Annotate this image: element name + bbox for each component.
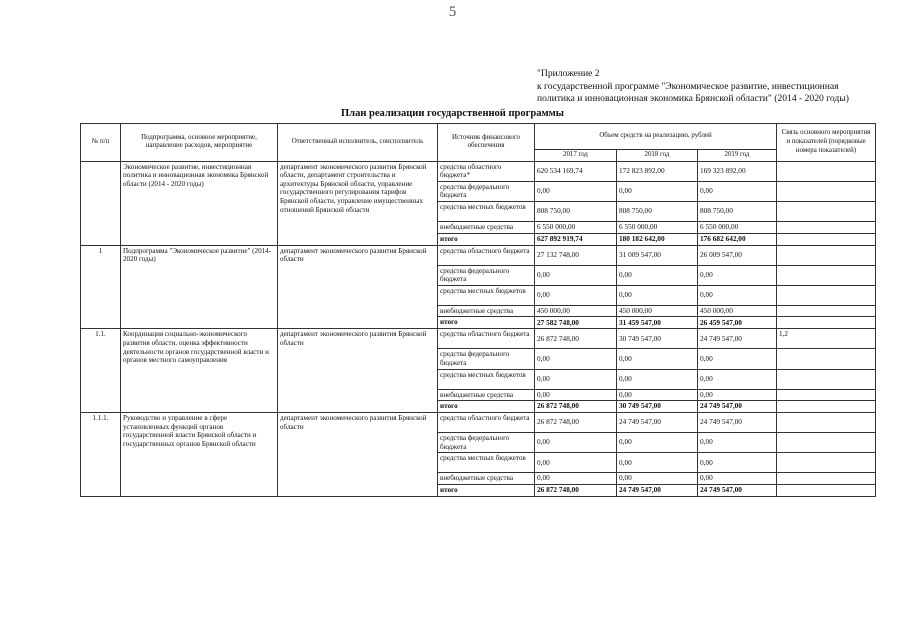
header-link: Связь основного мероприятия и показателей (порядковые номера показателей)	[777, 124, 876, 162]
amount-2017: 0,00	[535, 265, 617, 285]
amount-2018: 0,00	[617, 433, 698, 453]
amount-2017: 808 750,00	[535, 201, 617, 221]
amount-2018: 31 009 547,00	[617, 245, 698, 265]
indicator-link	[777, 473, 876, 485]
executor-name: департамент экономического развития Брянской области	[278, 245, 438, 329]
indicator-link	[777, 389, 876, 401]
finance-source: средства местных бюджетов	[438, 285, 535, 305]
amount-2019: 24 749 547,00	[698, 413, 777, 433]
amount-2017: 0,00	[535, 453, 617, 473]
indicator-link	[777, 413, 876, 433]
program-name: Координация социально-экономического развития области, оценка эффективности деятельности органов государственной власти и органов местного самоуправления	[121, 329, 278, 413]
amount-2019: 169 323 892,00	[698, 161, 777, 181]
amount-2017: 26 872 748,00	[535, 329, 617, 349]
header-executor: Ответственный исполнитель, соисполнитель	[278, 124, 438, 162]
amount-2017: 26 872 748,00	[535, 401, 617, 413]
program-name: Экономическое развитие, инвестиционная политика и инновационная экономика Брянской области (2014 - 2020 годы)	[121, 161, 278, 245]
amount-2017: 0,00	[535, 285, 617, 305]
finance-source: средства федерального бюджета	[438, 349, 535, 369]
finance-source: средства федерального бюджета	[438, 265, 535, 285]
executor-name: департамент экономического развития Брянской области	[278, 413, 438, 497]
finance-source: средства местных бюджетов	[438, 201, 535, 221]
amount-2017: 6 550 000,00	[535, 221, 617, 233]
amount-2019: 24 749 547,00	[698, 329, 777, 349]
indicator-link	[777, 433, 876, 453]
indicator-link	[777, 181, 876, 201]
indicator-link	[777, 233, 876, 245]
amount-2019: 176 682 642,00	[698, 233, 777, 245]
amount-2018: 0,00	[617, 453, 698, 473]
indicator-link	[777, 349, 876, 369]
amount-2019: 450 000,00	[698, 305, 777, 317]
amount-2019: 24 749 547,00	[698, 401, 777, 413]
amount-2017: 26 872 748,00	[535, 413, 617, 433]
amount-2017: 27 582 748,00	[535, 317, 617, 329]
indicator-link	[777, 245, 876, 265]
amount-2018: 30 749 547,00	[617, 401, 698, 413]
indicator-link	[777, 201, 876, 221]
amount-2018: 24 749 547,00	[617, 484, 698, 496]
amount-2019: 0,00	[698, 389, 777, 401]
amount-2019: 0,00	[698, 433, 777, 453]
amount-2018: 6 550 000,00	[617, 221, 698, 233]
amount-2018: 0,00	[617, 369, 698, 389]
header-year-2018: 2018 год	[617, 150, 698, 162]
amount-2018: 172 823 892,00	[617, 161, 698, 181]
indicator-link	[777, 285, 876, 305]
amount-2019: 0,00	[698, 473, 777, 485]
amount-2017: 0,00	[535, 473, 617, 485]
amount-2018: 0,00	[617, 349, 698, 369]
finance-source: внебюджетные средства	[438, 221, 535, 233]
finance-source: итого	[438, 233, 535, 245]
header-volume: Объем средств на реализацию, рублей	[535, 124, 777, 150]
indicator-link	[777, 401, 876, 413]
amount-2019: 6 550 000,00	[698, 221, 777, 233]
header-year-2019: 2019 год	[698, 150, 777, 162]
executor-name: департамент экономического развития Брянской области, департамент строительства и архитектуры Брянской области, управление государственного регулирования тарифов Брянской области, управление имущественных отношений Брянской области	[278, 161, 438, 245]
indicator-link	[777, 317, 876, 329]
row-number: 1.1.1.	[81, 413, 121, 497]
amount-2017: 450 000,00	[535, 305, 617, 317]
indicator-link: 1,2	[777, 329, 876, 349]
amount-2018: 450 000,00	[617, 305, 698, 317]
executor-name: департамент экономического развития Брянской области	[278, 329, 438, 413]
header-year-2017: 2017 год	[535, 150, 617, 162]
amount-2019: 0,00	[698, 181, 777, 201]
plan-title: План реализации государственной программы	[341, 108, 564, 119]
amount-2017: 0,00	[535, 349, 617, 369]
program-name: Руководство и управление в сфере установленных функций органов государственной власти Брянской области и государственных органов Брянской области	[121, 413, 278, 497]
header-program: Подпрограмма, основное мероприятие, направление расходов, мероприятие	[121, 124, 278, 162]
finance-source: внебюджетные средства	[438, 389, 535, 401]
finance-source: средства федерального бюджета	[438, 181, 535, 201]
finance-source: средства федерального бюджета	[438, 433, 535, 453]
indicator-link	[777, 305, 876, 317]
finance-source: средства местных бюджетов	[438, 369, 535, 389]
amount-2019: 0,00	[698, 265, 777, 285]
plan-table	[80, 123, 876, 497]
header-source: Источник финансового обеспечения	[438, 124, 535, 162]
indicator-link	[777, 453, 876, 473]
amount-2017: 0,00	[535, 389, 617, 401]
appendix-line-2: к государственной программе "Экономическое развитие, инвестиционная	[537, 80, 839, 92]
amount-2019: 808 750,00	[698, 201, 777, 221]
appendix-note	[537, 68, 882, 106]
amount-2017: 0,00	[535, 181, 617, 201]
table-row	[81, 245, 876, 265]
amount-2019: 0,00	[698, 349, 777, 369]
amount-2018: 0,00	[617, 265, 698, 285]
appendix-line-3: политика и инновационная экономика Брянской области" (2014 - 2020 годы)	[537, 93, 849, 105]
amount-2018: 30 749 547,00	[617, 329, 698, 349]
table-row	[81, 413, 876, 433]
appendix-line-1: "Приложение 2	[537, 68, 600, 79]
amount-2019: 26 459 547,00	[698, 317, 777, 329]
table-body	[81, 161, 876, 496]
amount-2018: 0,00	[617, 473, 698, 485]
amount-2017: 26 872 748,00	[535, 484, 617, 496]
amount-2019: 0,00	[698, 285, 777, 305]
amount-2017: 27 132 748,00	[535, 245, 617, 265]
header-num: № п/п	[81, 124, 121, 162]
amount-2017: 620 534 169,74	[535, 161, 617, 181]
indicator-link	[777, 221, 876, 233]
finance-source: средства областного бюджета*	[438, 161, 535, 181]
amount-2018: 0,00	[617, 181, 698, 201]
row-number	[81, 161, 121, 245]
row-number: 1.1.	[81, 329, 121, 413]
amount-2018: 0,00	[617, 389, 698, 401]
finance-source: средства областного бюджета	[438, 329, 535, 349]
amount-2018: 0,00	[617, 285, 698, 305]
table-header	[81, 124, 876, 162]
finance-source: внебюджетные средства	[438, 305, 535, 317]
amount-2018: 24 749 547,00	[617, 413, 698, 433]
finance-source: средства областного бюджета	[438, 413, 535, 433]
amount-2019: 24 749 547,00	[698, 484, 777, 496]
finance-source: средства местных бюджетов	[438, 453, 535, 473]
amount-2018: 808 750,00	[617, 201, 698, 221]
amount-2018: 180 182 642,00	[617, 233, 698, 245]
finance-source: итого	[438, 317, 535, 329]
amount-2019: 0,00	[698, 453, 777, 473]
amount-2017: 627 892 919,74	[535, 233, 617, 245]
amount-2019: 26 009 547,00	[698, 245, 777, 265]
finance-source: итого	[438, 484, 535, 496]
program-name: Подпрограмма "Экономическое развитие" (2014-2020 годы)	[121, 245, 278, 329]
finance-source: внебюджетные средства	[438, 473, 535, 485]
amount-2017: 0,00	[535, 369, 617, 389]
indicator-link	[777, 161, 876, 181]
amount-2019: 0,00	[698, 369, 777, 389]
finance-source: средства областного бюджета	[438, 245, 535, 265]
page-number: 5	[448, 4, 457, 20]
row-number: 1	[81, 245, 121, 329]
amount-2017: 0,00	[535, 433, 617, 453]
finance-source: итого	[438, 401, 535, 413]
indicator-link	[777, 265, 876, 285]
table-row	[81, 161, 876, 181]
indicator-link	[777, 369, 876, 389]
indicator-link	[777, 484, 876, 496]
amount-2018: 31 459 547,00	[617, 317, 698, 329]
table-row	[81, 329, 876, 349]
